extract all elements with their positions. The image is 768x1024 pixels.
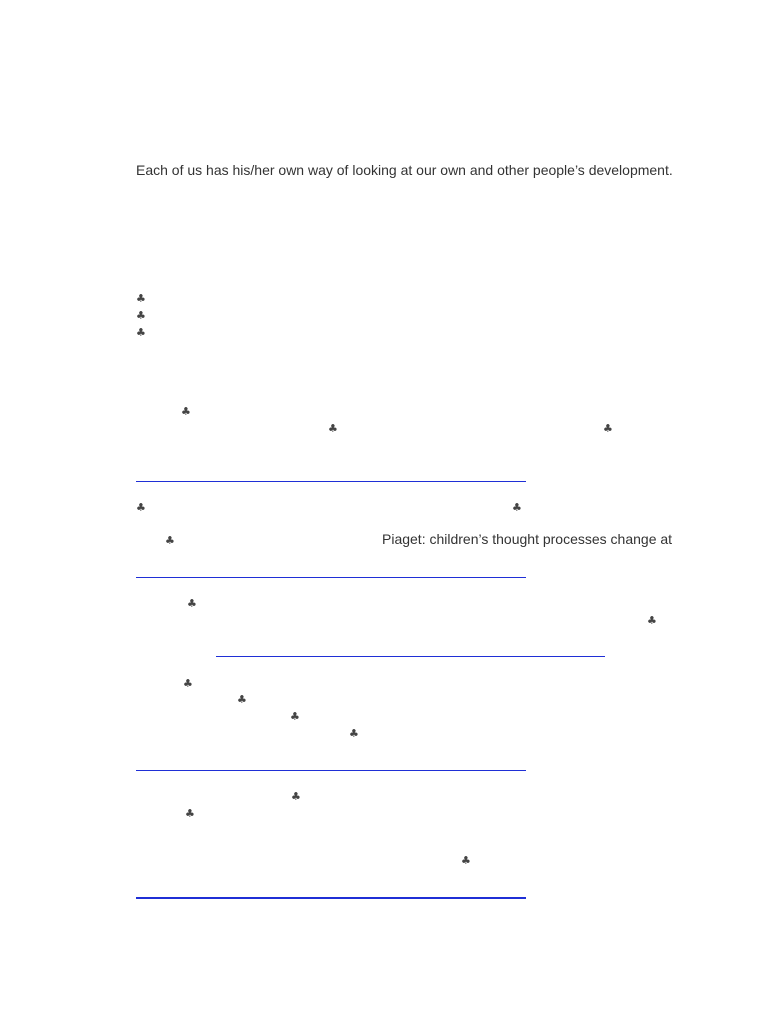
club-bullet-icon: ♣ [136, 326, 146, 339]
section-divider [136, 577, 526, 578]
section-divider [136, 770, 526, 771]
club-bullet-icon: ♣ [349, 727, 359, 740]
club-bullet-icon: ♣ [291, 790, 301, 803]
piaget-text: Piaget: children’s thought processes change at [382, 531, 673, 547]
club-bullet-icon: ♣ [328, 422, 338, 435]
intro-paragraph: Each of us has his/her own way of looking at our own and other people’s development. [136, 162, 673, 178]
club-bullet-icon: ♣ [603, 422, 613, 435]
club-bullet-icon: ♣ [512, 501, 522, 514]
section-divider [216, 656, 605, 657]
section-divider [136, 897, 526, 899]
club-bullet-icon: ♣ [185, 807, 195, 820]
club-bullet-icon: ♣ [183, 677, 193, 690]
club-bullet-icon: ♣ [136, 309, 146, 322]
club-bullet-icon: ♣ [237, 693, 247, 706]
club-bullet-icon: ♣ [187, 597, 197, 610]
club-bullet-icon: ♣ [165, 534, 175, 547]
club-bullet-icon: ♣ [647, 614, 657, 627]
club-bullet-icon: ♣ [181, 405, 191, 418]
club-bullet-icon: ♣ [136, 501, 146, 514]
section-divider [136, 481, 526, 482]
club-bullet-icon: ♣ [461, 854, 471, 867]
club-bullet-icon: ♣ [136, 292, 146, 305]
club-bullet-icon: ♣ [290, 710, 300, 723]
